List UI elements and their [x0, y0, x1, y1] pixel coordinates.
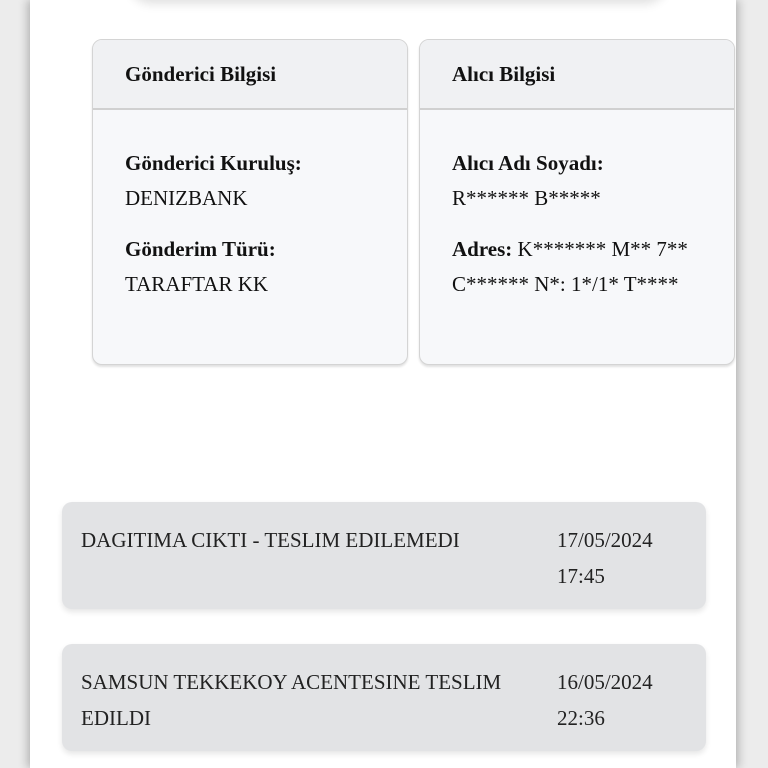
receiver-name-label: Alıcı Adı Soyadı:: [452, 151, 604, 175]
receiver-info-card: [419, 39, 735, 365]
shipment-type-value: TARAFTAR KK: [125, 272, 269, 296]
receiver-address-label: Adres:: [452, 237, 513, 261]
event-time: 17:45: [557, 564, 605, 588]
shipment-type-field: [125, 232, 375, 302]
sender-institution-label: Gönderici Kuruluş:: [125, 151, 302, 175]
sender-card-title: Gönderici Bilgisi: [93, 40, 407, 110]
receiver-card-title: Alıcı Bilgisi: [420, 40, 734, 110]
sender-institution-value: DENIZBANK: [125, 186, 248, 210]
shipment-type-label: Gönderim Türü:: [125, 237, 276, 261]
receiver-address-value: K******* M** 7** C****** N*: 1*/1* T****: [452, 237, 688, 296]
event-date: 17/05/2024: [557, 528, 653, 552]
event-date: 16/05/2024: [557, 670, 653, 694]
sender-info-card: [92, 39, 408, 365]
tracking-event: [62, 502, 706, 609]
receiver-name-field: [452, 146, 702, 216]
receiver-address-field: [452, 232, 702, 302]
event-datetime: [557, 664, 677, 731]
event-datetime: [557, 522, 677, 589]
tracking-event: [62, 644, 706, 751]
sender-institution-field: [125, 146, 375, 216]
receiver-name-value: R****** B*****: [452, 186, 601, 210]
event-description: SAMSUN TEKKEKOY ACENTESINE TESLIM EDILDI: [81, 670, 502, 730]
event-time: 22:36: [557, 706, 605, 730]
event-description: DAGITIMA CIKTI - TESLIM EDILEMEDI: [81, 528, 460, 552]
